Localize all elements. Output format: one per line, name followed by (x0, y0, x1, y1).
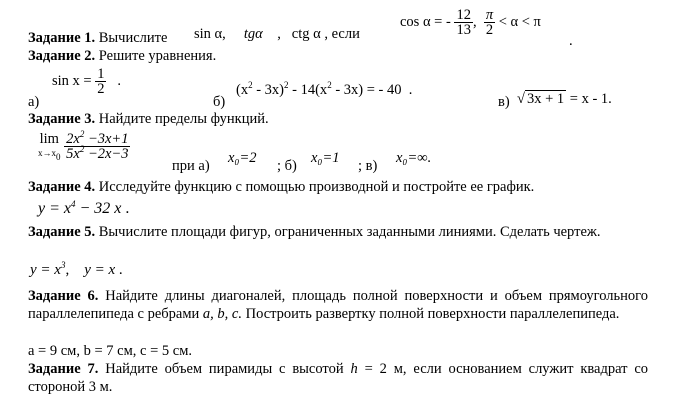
task3-x0a: x₀=2 (228, 150, 257, 166)
task4-end: . (125, 200, 130, 217)
task1-if: , если (324, 26, 360, 42)
task3-lim-word: lim (39, 131, 59, 147)
task3-line (28, 111, 269, 128)
task4-text: Исследуйте функцию с помощью производной и постройте ее график. (98, 179, 535, 195)
task3-den (64, 144, 130, 162)
task1-line (28, 30, 167, 47)
task3-num (64, 129, 130, 147)
task3-fraction (64, 129, 130, 162)
task1-sin: sin α, (194, 26, 226, 42)
task1-cos: cos α = - (400, 13, 451, 30)
task3-text: Найдите пределы функций. (98, 111, 269, 127)
task3-lim-sub (38, 148, 61, 162)
task2-v-end: . (608, 91, 612, 107)
task7-h: h (350, 361, 358, 377)
task1-pi-den: 2 (485, 22, 494, 38)
task5-c1-sup: 3 (60, 260, 66, 270)
task7-label: Задание 7. (28, 361, 99, 377)
task1-range: < α < π (498, 13, 541, 30)
task1-label: Задание 1. (28, 30, 96, 46)
task4-sup: 4 (71, 199, 76, 209)
task2-b-sup1: 2 (248, 80, 253, 90)
task1-end: . (569, 33, 573, 49)
task3-lim-block (38, 133, 61, 160)
task4-line (28, 179, 534, 196)
task2-v-label: в) (498, 94, 510, 110)
task2-b-end: . (408, 82, 413, 98)
task1-frac-num: 12 (456, 7, 471, 23)
task1-pi-num: π (485, 7, 494, 23)
task3-lim (38, 129, 130, 162)
task6-label: Задание 6. (28, 288, 99, 304)
task1-text: Вычислите (98, 30, 168, 46)
task6-edge-c: c. (231, 305, 242, 322)
task3-den-p2: x (73, 146, 80, 162)
task2-b-eq (236, 82, 412, 99)
task2-b-sup3: 2 (327, 80, 332, 90)
task7-text1: Найдите объем пирамиды с высотой (105, 361, 344, 377)
task2-a-fraction (95, 67, 106, 96)
task2-a-end: . (117, 72, 121, 89)
task3-sep1: ; б) (277, 158, 297, 174)
task1-comma: , (277, 26, 281, 42)
task6-text2: Построить развертку полной поверхности параллелепипеда. (245, 305, 620, 322)
task4-f1: y = x (38, 200, 71, 217)
task1-ctg: ctg α (291, 26, 321, 42)
task2-v-root: 3x + 1 (526, 91, 565, 107)
task2-a-label: а) (28, 94, 40, 110)
task3-num-p1: 2 (66, 131, 74, 147)
task6-text1: Найдите длины диагоналей, площадь полной поверхности и объем прямоугольного параллелепипеда с ребрами (28, 288, 649, 322)
task2-b-sup2: 2 (284, 80, 289, 90)
task7-text2: = 2 м, если основанием служит квадрат со стороной 3 м. (28, 361, 649, 395)
task2-a-num: 1 (97, 66, 105, 82)
task5-label: Задание 5. (28, 224, 96, 240)
task3-lim-sub-text: x→x (38, 148, 56, 158)
task2-b-label: б) (213, 94, 226, 110)
task1-functions (194, 26, 360, 43)
task1-fraction (454, 8, 473, 37)
task1-pi-fraction (484, 8, 495, 37)
task1-tg: tgα (243, 26, 263, 42)
task3-den-p3: 2 (79, 144, 85, 154)
task2-line (28, 48, 216, 65)
task5-line (28, 224, 648, 241)
task2-b-p3: - 14(x (288, 82, 328, 98)
task6-edge-a: a, (202, 305, 214, 322)
task3-label: Задание 3. (28, 111, 96, 127)
task6-edge-b: b, (217, 305, 229, 322)
task5-c1-end: , (65, 262, 70, 278)
task2-text: Решите уравнения. (98, 48, 217, 64)
task4-function (38, 200, 129, 218)
task1-frac-den: 13 (456, 22, 471, 38)
task3-x0c: x₀=∞. (396, 150, 432, 166)
task2-label: Задание 2. (28, 48, 96, 64)
task2-b-p2: - 3x) (252, 82, 285, 98)
task2-a-den: 2 (97, 81, 105, 97)
task2-v-eq (517, 91, 612, 108)
task4-label: Задание 4. (28, 179, 96, 195)
task5-text: Вычислите площади фигур, ограниченных заданными линиями. Сделать чертеж. (98, 224, 601, 240)
task3-pri: при а) (172, 158, 210, 174)
task3-num-p2: x (73, 131, 80, 147)
task2-a-lhs: sin x = (52, 72, 92, 89)
task2-b-p1: (x (236, 82, 249, 98)
task3-x0b: x₀=1 (311, 150, 340, 166)
task3-num-p4: −3x+1 (84, 131, 129, 147)
task5-c1: y = x (30, 262, 61, 278)
task5-c2-end: . (118, 262, 123, 278)
task3-den-p4: −2x−3 (84, 146, 129, 162)
task1-sep: , (472, 13, 477, 30)
task1-condition (400, 8, 541, 37)
task6-values: a = 9 см, b = 7 см, c = 5 см. (28, 343, 192, 359)
task4-f2: − 32 x (75, 200, 122, 217)
task3-sep2: ; в) (358, 158, 378, 174)
task6-paragraph (28, 288, 648, 323)
task5-curves (30, 262, 123, 279)
task2-v-rhs: = x - 1 (566, 91, 609, 107)
root-symbol: √ (517, 91, 525, 107)
task2-b-p4: - 3x) = - 40 (331, 82, 402, 98)
task3-lim-sub0: 0 (56, 152, 61, 162)
task5-c2: y = x (84, 262, 116, 278)
task2-a-eq (52, 67, 121, 96)
task7-paragraph (28, 361, 648, 396)
task3-num-p3: 2 (79, 129, 85, 139)
task3-den-p1: 5 (66, 146, 74, 162)
